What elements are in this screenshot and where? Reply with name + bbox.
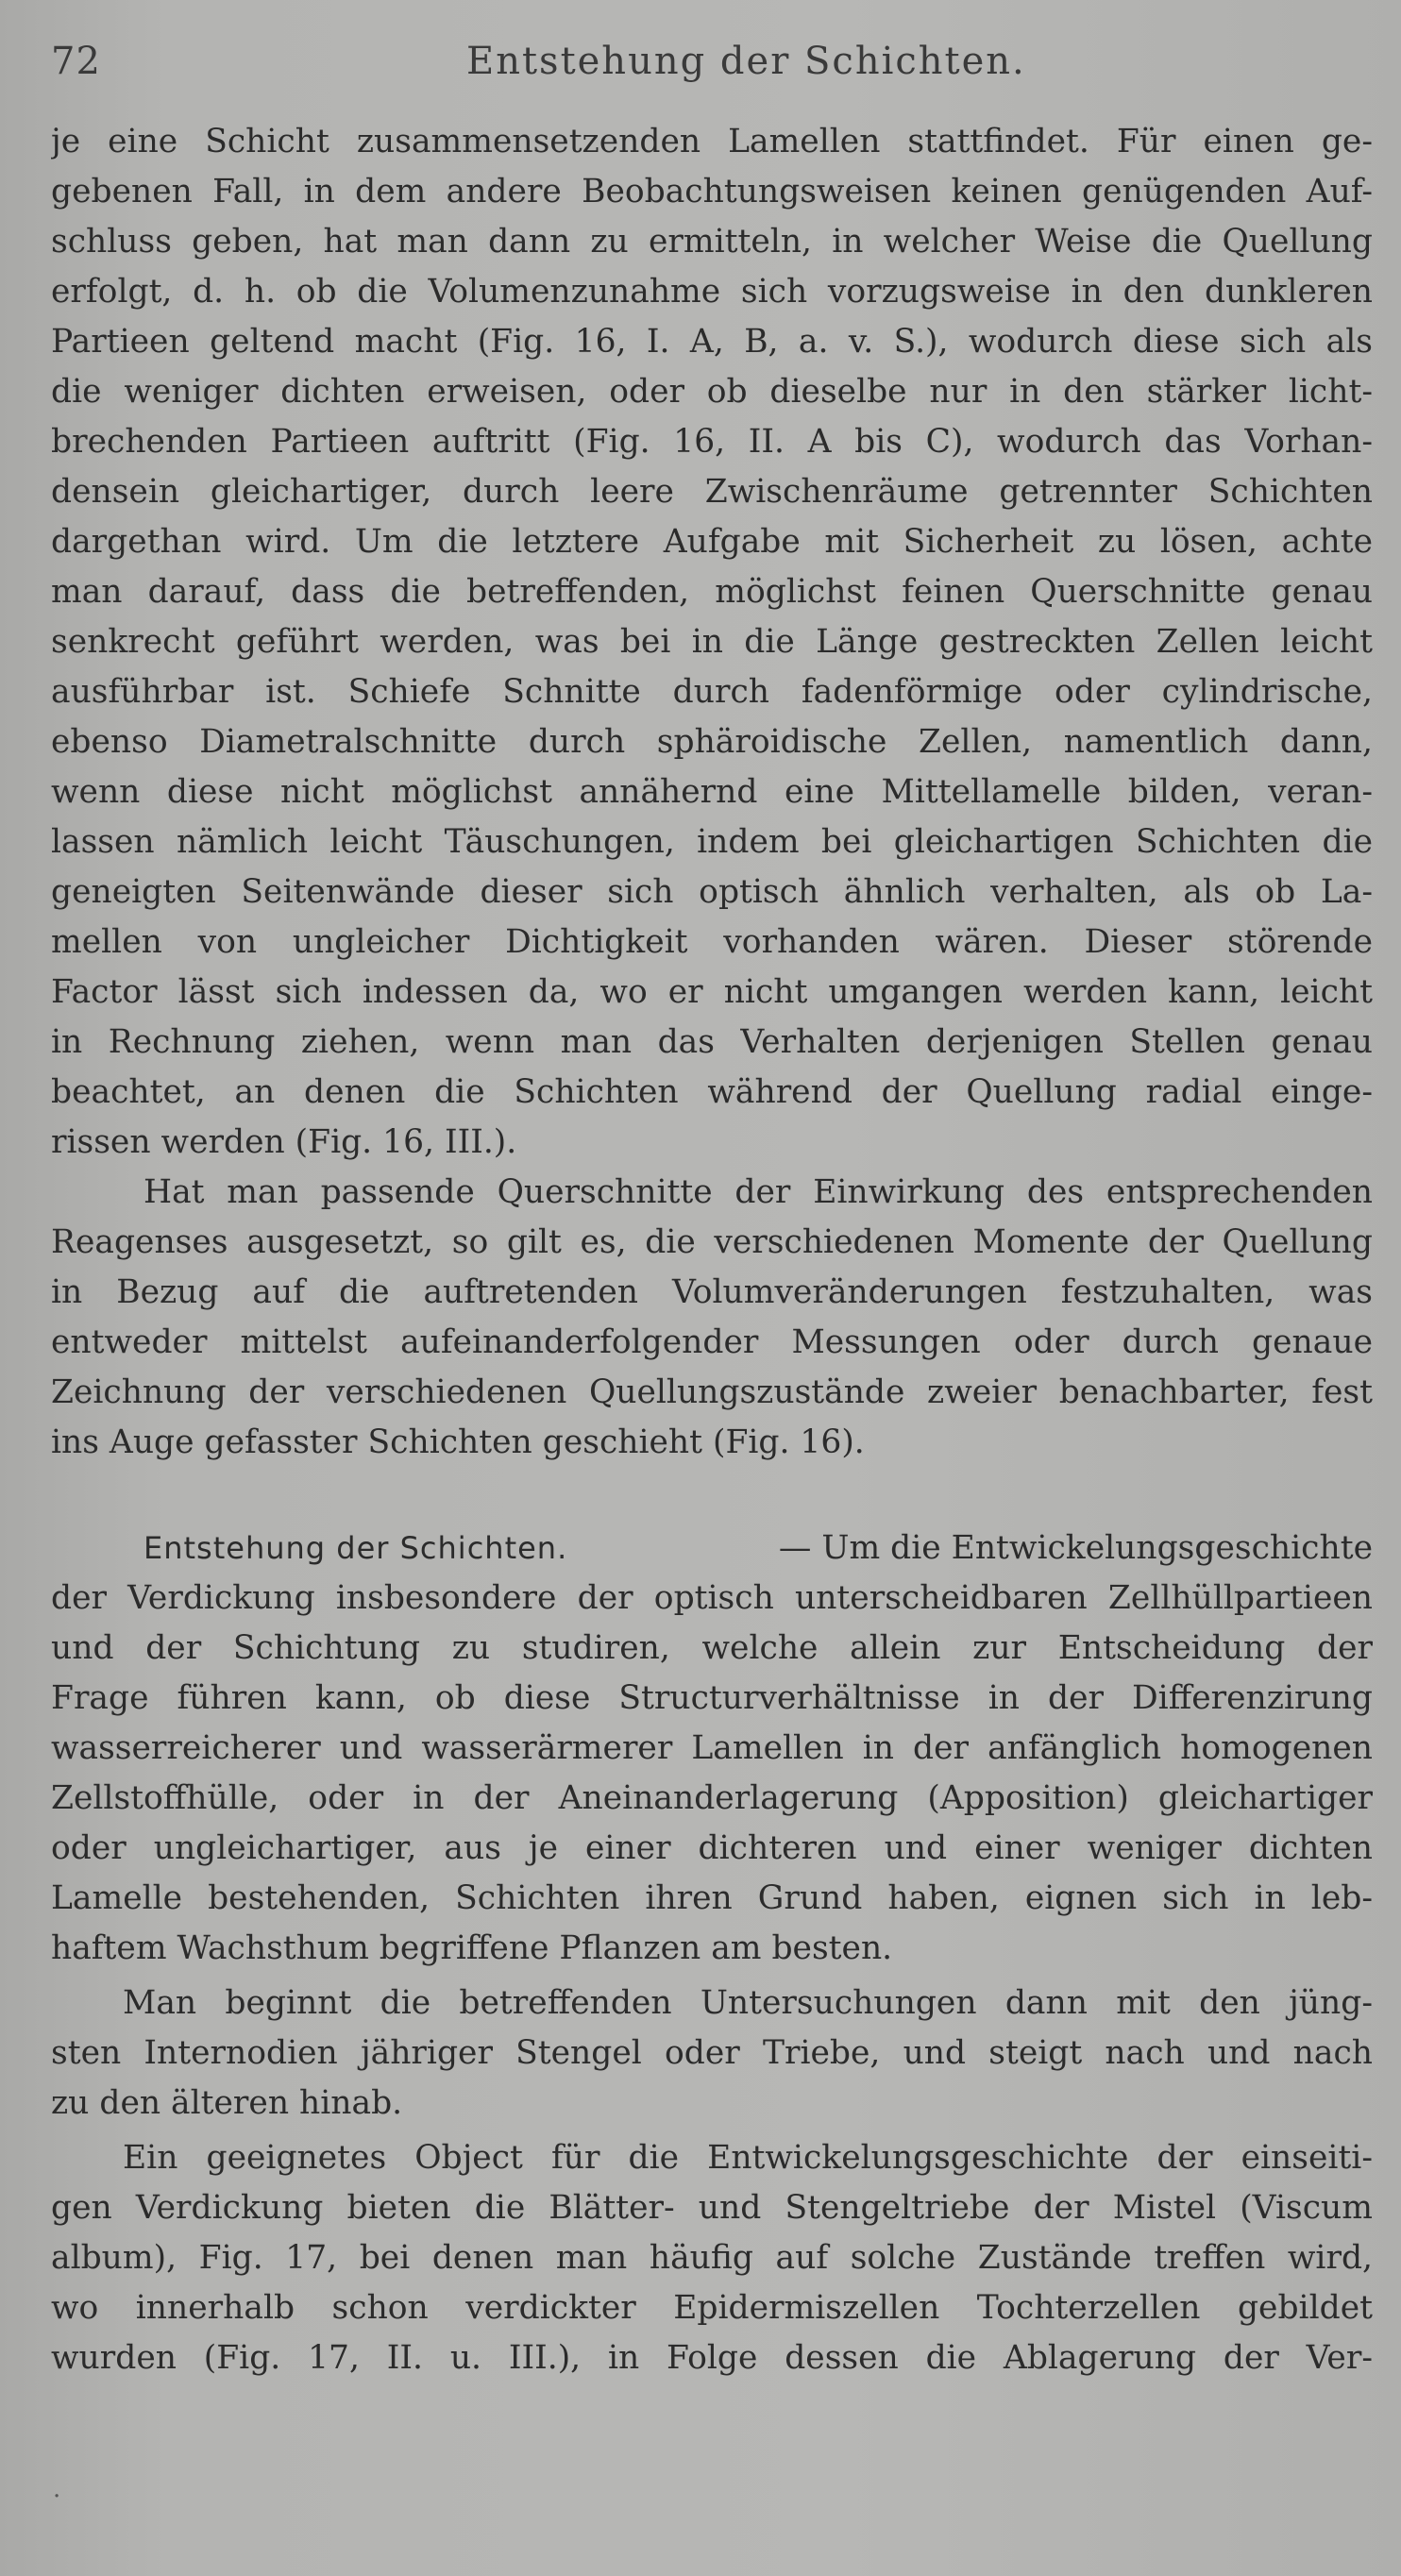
text-line: erfolgt, d. h. ob die Volumenzunahme sich vorzugsweise in den dunkleren bbox=[51, 273, 1373, 311]
text-line: Hat man passende Querschnitte der Einwirkung des entsprechenden bbox=[143, 1173, 1373, 1211]
text-line: ins Auge gefasster Schichten geschieht (Fig. 16). bbox=[51, 1423, 865, 1461]
text-line: schluss geben, hat man dann zu ermitteln, in welcher Weise die Quellung bbox=[51, 223, 1373, 261]
section-heading: Entstehung der Schichten. bbox=[143, 1530, 568, 1566]
text-line: senkrecht geführt werden, was bei in die Länge gestreckten Zellen leicht bbox=[51, 623, 1373, 661]
text-line: wasserreicherer und wasserärmerer Lamellen in der anfänglich homogenen bbox=[51, 1729, 1373, 1767]
text-line: gebenen Fall, in dem andere Beobachtungsweisen keinen genügenden Auf- bbox=[51, 173, 1373, 210]
text-line: wurden (Fig. 17, II. u. III.), in Folge dessen die Ablagerung der Ver- bbox=[51, 2339, 1373, 2377]
text-line: geneigten Seitenwände dieser sich optisch ähnlich verhalten, als ob La- bbox=[51, 873, 1373, 911]
text-line: Frage führen kann, ob diese Structurverhältnisse in der Differenzirung bbox=[51, 1679, 1373, 1717]
text-line: lassen nämlich leicht Täuschungen, indem bei gleichartigen Schichten die bbox=[51, 823, 1373, 861]
text-line: und der Schichtung zu studiren, welche allein zur Entscheidung der bbox=[51, 1629, 1373, 1667]
text-line: Zellstoffhülle, oder in der Aneinanderlagerung (Apposition) gleichartiger bbox=[51, 1779, 1373, 1817]
running-title: Entstehung der Schichten. bbox=[466, 40, 1026, 83]
ink-speck: · bbox=[53, 2483, 61, 2511]
text-line: brechenden Partieen auftritt (Fig. 16, II. A bis C), wodurch das Vorhan- bbox=[51, 423, 1373, 461]
text-line: Zeichnung der verschiedenen Quellungszustände zweier benachbarter, fest bbox=[51, 1373, 1373, 1411]
text-line: zu den älteren hinab. bbox=[51, 2084, 403, 2122]
text-line: dargethan wird. Um die letztere Aufgabe mit Sicherheit zu lösen, achte bbox=[51, 523, 1373, 561]
text-line: Lamelle bestehenden, Schichten ihren Grund haben, eignen sich in leb- bbox=[51, 1879, 1373, 1917]
text-line: je eine Schicht zusammensetzenden Lamellen stattfindet. Für einen ge- bbox=[51, 123, 1373, 160]
text-line: haftem Wachsthum begriffene Pflanzen am besten. bbox=[51, 1929, 893, 1967]
text-line: man darauf, dass die betreffenden, möglichst feinen Querschnitte genau bbox=[51, 573, 1373, 611]
section-first-line bbox=[143, 1527, 1373, 1569]
text-line: sten Internodien jähriger Stengel oder Triebe, und steigt nach und nach bbox=[51, 2034, 1373, 2072]
page-number: 72 bbox=[51, 40, 101, 83]
text-line: densein gleichartiger, durch leere Zwischenräume getrennter Schichten bbox=[51, 473, 1373, 511]
text-run: — Um die Entwickelungsgeschichte bbox=[778, 1529, 1373, 1567]
text-line: Ein geeignetes Object für die Entwickelungsgeschichte der einseiti- bbox=[123, 2139, 1373, 2177]
text-line: Man beginnt die betreffenden Untersuchungen dann mit den jüng- bbox=[123, 1984, 1373, 2022]
text-line: beachtet, an denen die Schichten während der Quellung radial einge- bbox=[51, 1073, 1373, 1111]
text-line: Partieen geltend macht (Fig. 16, I. A, B, a. v. S.), wodurch diese sich als bbox=[51, 323, 1373, 361]
text-line: mellen von ungleicher Dichtigkeit vorhanden wären. Dieser störende bbox=[51, 923, 1373, 961]
text-line: in Rechnung ziehen, wenn man das Verhalten derjenigen Stellen genau bbox=[51, 1023, 1373, 1061]
text-line: gen Verdickung bieten die Blätter- und Stengeltriebe der Mistel (Viscum bbox=[51, 2189, 1373, 2227]
text-line: wenn diese nicht möglichst annähernd eine Mittellamelle bilden, veran- bbox=[51, 773, 1373, 811]
text-line: der Verdickung insbesondere der optisch unterscheidbaren Zellhüllpartieen bbox=[51, 1579, 1373, 1617]
text-line: wo innerhalb schon verdickter Epidermiszellen Tochterzellen gebildet bbox=[51, 2289, 1373, 2327]
text-line: in Bezug auf die auftretenden Volumveränderungen festzuhalten, was bbox=[51, 1273, 1373, 1311]
text-line: rissen werden (Fig. 16, III.). bbox=[51, 1123, 517, 1161]
text-line: ebenso Diametralschnitte durch sphäroidische Zellen, namentlich dann, bbox=[51, 723, 1373, 761]
text-line: die weniger dichten erweisen, oder ob dieselbe nur in den stärker licht- bbox=[51, 373, 1373, 411]
text-line: ausführbar ist. Schiefe Schnitte durch fadenförmige oder cylindrische, bbox=[51, 673, 1373, 711]
text-line: album), Fig. 17, bei denen man häufig auf solche Zustände treffen wird, bbox=[51, 2239, 1373, 2277]
text-line: Factor lässt sich indessen da, wo er nicht umgangen werden kann, leicht bbox=[51, 973, 1373, 1011]
text-line: oder ungleichartiger, aus je einer dichteren und einer weniger dichten bbox=[51, 1829, 1373, 1867]
text-line: entweder mittelst aufeinanderfolgender Messungen oder durch genaue bbox=[51, 1323, 1373, 1361]
text-line: Reagenses ausgesetzt, so gilt es, die verschiedenen Momente der Quellung bbox=[51, 1223, 1373, 1261]
page-header bbox=[51, 40, 1354, 96]
